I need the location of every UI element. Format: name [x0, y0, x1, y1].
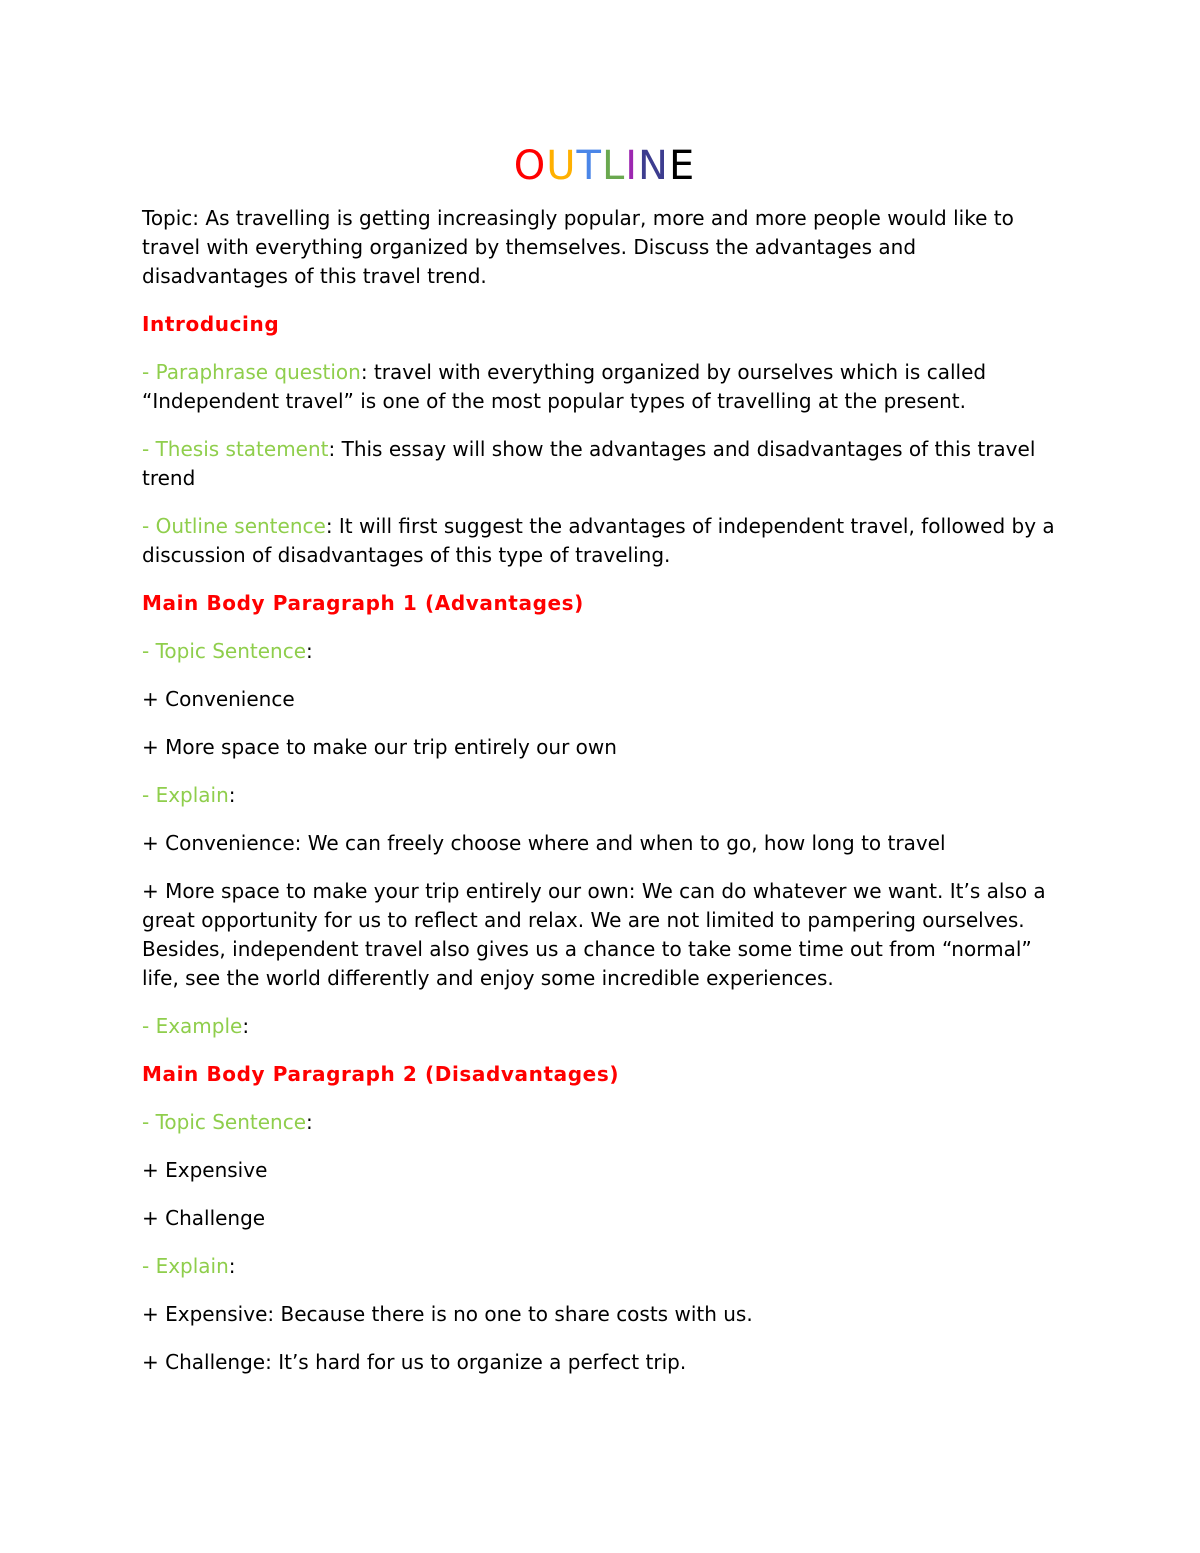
- document-page: [142, 140, 1067, 1377]
- body1-heading: Main Body Paragraph 1 (Advantages): [142, 591, 584, 615]
- body2-heading: Main Body Paragraph 2 (Disadvantages): [142, 1062, 620, 1086]
- title-letter: I: [625, 143, 639, 189]
- outline-sentence-item: [142, 512, 1067, 570]
- thesis-label: - Thesis statement: [142, 437, 329, 461]
- body2-explanation: + Challenge: It’s hard for us to organize a perfect trip.: [142, 1350, 687, 1374]
- topic-paragraph: Topic: As travelling is getting increasingly popular, more and more people would like to travel with everything organized by themselves. Discuss the advantages and disadvantages of this travel trend.: [142, 206, 1014, 288]
- body1-explanation: + Convenience: We can freely choose where and when to go, how long to travel: [142, 831, 946, 855]
- body2-point: + Expensive: [142, 1158, 268, 1182]
- paraphrase-text: : travel with everything organized by ourselves which is called “Independent travel” is one of the most popular types of travelling at the present.: [142, 360, 987, 413]
- paraphrase-item: [142, 358, 1067, 416]
- paraphrase-label: - Paraphrase question: [142, 360, 361, 384]
- title-letter: O: [513, 143, 547, 189]
- body1-point: + More space to make our trip entirely our own: [142, 735, 617, 759]
- body1-example-item: [142, 1012, 1067, 1041]
- body1-example-colon: :: [242, 1014, 250, 1038]
- thesis-item: [142, 435, 1067, 493]
- body2-explanation: + Expensive: Because there is no one to share costs with us.: [142, 1302, 753, 1326]
- title-letter: U: [546, 143, 577, 189]
- body2-explain-item: [142, 1252, 1067, 1281]
- body1-topic-colon: :: [306, 639, 313, 663]
- body1-explain-label: - Explain: [142, 783, 229, 807]
- body1-example-label: - Example: [142, 1014, 243, 1038]
- body1-topic-item: [142, 637, 1067, 666]
- body1-explanation: + More space to make your trip entirely our own: We can do whatever we want. It’s also a great opportunity for us to reflect and relax. We are not limited to pampering ourselves. Besides, independent travel also gives us a chance to take some time out from “normal” life, see the world differently and enjoy some incredible experiences.: [142, 879, 1046, 990]
- body1-point: + Convenience: [142, 687, 295, 711]
- intro-heading: Introducing: [142, 312, 280, 336]
- thesis-text: : This essay will show the advantages and disadvantages of this travel trend: [142, 437, 1036, 490]
- body2-explain-label: - Explain: [142, 1254, 229, 1278]
- body2-topic-item: [142, 1108, 1067, 1137]
- outline-sentence-text: : It will first suggest the advantages of independent travel, followed by a discussion of disadvantages of this type of traveling.: [142, 514, 1055, 567]
- body1-topic-label: - Topic Sentence: [142, 639, 307, 663]
- body1-explain-colon: :: [228, 783, 236, 807]
- body2-topic-colon: :: [306, 1110, 313, 1134]
- title-letter: E: [668, 143, 696, 189]
- body2-explain-colon: :: [228, 1254, 236, 1278]
- body1-explain-item: [142, 781, 1067, 810]
- title-letter: L: [601, 143, 626, 189]
- outline-title: [142, 140, 1067, 192]
- title-letter: T: [576, 143, 602, 189]
- body2-point: + Challenge: [142, 1206, 266, 1230]
- title-letter: N: [638, 143, 669, 189]
- body2-topic-label: - Topic Sentence: [142, 1110, 307, 1134]
- outline-sentence-label: - Outline sentence: [142, 514, 326, 538]
